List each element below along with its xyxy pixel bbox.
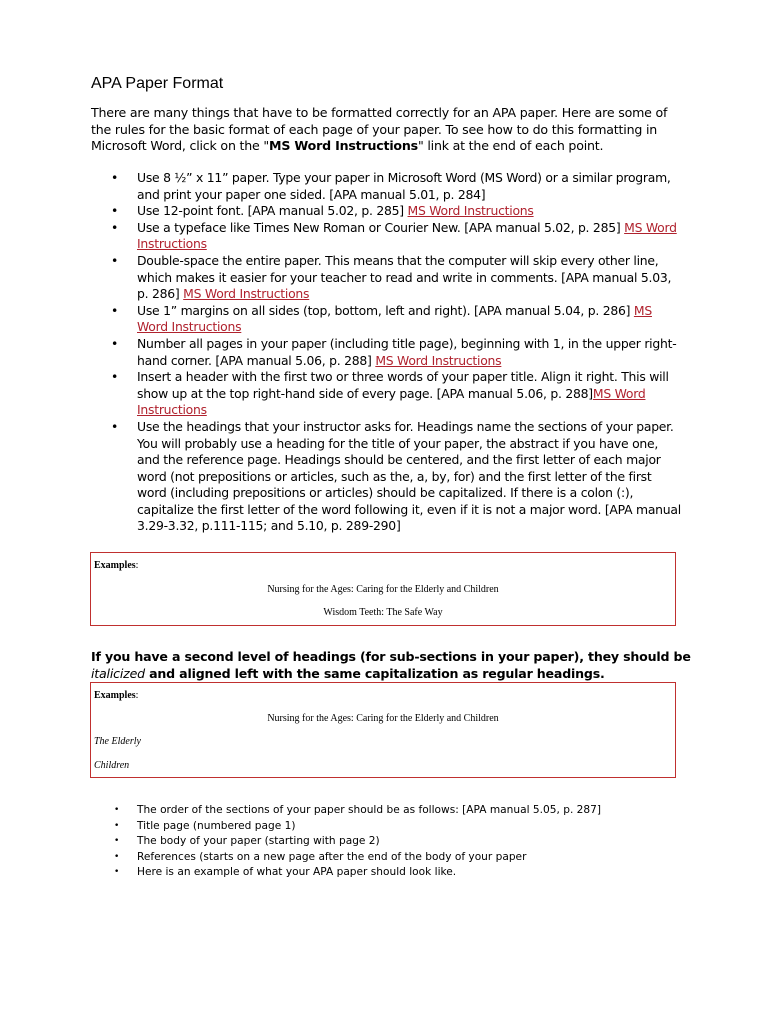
example-heading-centered: Nursing for the Ages: Caring for the Elderly and Children — [267, 584, 499, 595]
ms-word-instructions-link[interactable]: MS Word Instructions — [183, 286, 310, 302]
example-subheading-italic: Children — [94, 760, 130, 771]
list-item: • The body of your paper (starting with page 2) — [137, 834, 681, 850]
example-heading-centered: Wisdom Teeth: The Safe Way — [323, 607, 443, 618]
rule-item — [111, 203, 681, 220]
bullet-icon: • — [111, 203, 119, 219]
list-item: • References (starts on a new page after the end of the body of your paper — [137, 850, 681, 866]
ms-word-instructions-link[interactable]: MS Word Instructions — [137, 385, 646, 418]
subheading-examples-box — [90, 682, 676, 778]
intro-text-before: There are many things that have to be formatted correctly for an APA paper. Here are some of the rules for the basic format of each page of your paper. To see how to do this formatting in Microsoft Word, click on the " — [91, 105, 668, 154]
italicized-word: italicized — [91, 665, 145, 681]
rule-text: Use 1” margins on all sides (top, bottom, left and right). [APA manual 5.04, p. 286] — [137, 302, 634, 318]
rule-text: Number all pages in your paper (including title page), beginning with 1, in the upper right-hand corner. [APA manual 5.06, p. 288] — [137, 335, 677, 368]
list-item: • Title page (numbered page 1) — [137, 819, 681, 835]
rule-text: Insert a header with the first two or three words of your paper title. Align it right. This will show up at the top right-hand side of every page. [APA manual 5.06, p. 288] — [137, 369, 669, 401]
ms-word-instructions-link[interactable]: MS Word Instructions — [407, 203, 534, 219]
bullet-icon: • — [111, 252, 119, 268]
rule-item — [111, 219, 681, 253]
intro-bold-text: MS Word Instructions — [269, 138, 418, 154]
list-item: • The order of the sections of your paper should be as follows: [APA manual 5.05, p. 287] — [137, 803, 681, 819]
bullet-icon: • — [111, 335, 119, 351]
examples-label: Examples: — [94, 560, 139, 571]
bullet-icon: • — [111, 302, 119, 318]
examples-label: Examples: — [94, 690, 139, 701]
bullet-icon: • — [111, 418, 119, 434]
rule-item — [111, 252, 681, 303]
intro-text-after: " link at the end of each point. — [417, 138, 604, 154]
bullet-icon: • — [114, 805, 120, 815]
ms-word-instructions-link[interactable]: MS Word Instructions — [137, 302, 652, 335]
bullet-icon: • — [114, 851, 120, 862]
example-subheading-italic: The Elderly — [94, 736, 141, 747]
rule-text: Use 8 ½” x 11” paper. Type your paper in Microsoft Word (MS Word) or a similar program, and print your paper one sided. [APA manual 5.01, p. 284] — [137, 170, 671, 202]
ms-word-instructions-link[interactable]: MS Word Instructions — [375, 352, 502, 368]
page-title: APA Paper Format — [91, 75, 224, 92]
second-level-text-before: If you have a second level of headings (for sub-sections in your paper), they should be — [91, 649, 691, 664]
bullet-icon: • — [114, 836, 120, 847]
example-heading-centered: Nursing for the Ages: Caring for the Elderly and Children — [267, 713, 499, 724]
rule-item — [111, 302, 681, 336]
section-order-list — [91, 803, 681, 881]
rule-text: Use a typeface like Times New Roman or Courier New. [APA manual 5.02, p. 285] — [137, 219, 625, 235]
rule-text: Double-space the entire paper. This means that the computer will skip every other line, which makes it easier for your teacher to read and write in comments. [APA manual 5.03, p. 286] — [137, 252, 672, 302]
rule-text: Use 12-point font. [APA manual 5.02, p. 285] — [137, 203, 408, 219]
rule-item — [111, 418, 681, 535]
bullet-icon: • — [111, 369, 119, 385]
ms-word-instructions-link[interactable]: MS Word Instructions — [137, 219, 677, 252]
list-item: • Here is an example of what your APA paper should look like. — [137, 865, 681, 881]
heading-examples-box — [90, 552, 676, 626]
rule-text: Use the headings that your instructor asks for. Headings name the sections of your paper. You will probably use a heading for the title of your paper, the abstract if you have one, and the reference page. Headings should be centered, and the first letter of each major word (not prepositions or articles, such as the, a, by, for) and the first letter of the first word (including prepositions or articles) should be capitalized. If there is a colon (:), capitalize the first letter of the word following it, even if it is not a major word. [APA manual 3.29-3.32, p.111-115; and 5.10, p. 289-290] — [137, 418, 681, 534]
bullet-icon: • — [111, 170, 119, 185]
format-rules-list — [91, 170, 681, 535]
rule-item — [111, 335, 681, 369]
bullet-icon: • — [111, 219, 119, 235]
bullet-icon: • — [114, 867, 120, 878]
rule-item — [111, 170, 681, 203]
second-level-paragraph — [91, 649, 691, 682]
second-level-text-after: and aligned left with the same capitalization as regular headings. — [144, 665, 605, 681]
intro-paragraph — [91, 105, 681, 155]
rule-item — [111, 369, 681, 419]
bullet-icon: • — [114, 820, 120, 831]
